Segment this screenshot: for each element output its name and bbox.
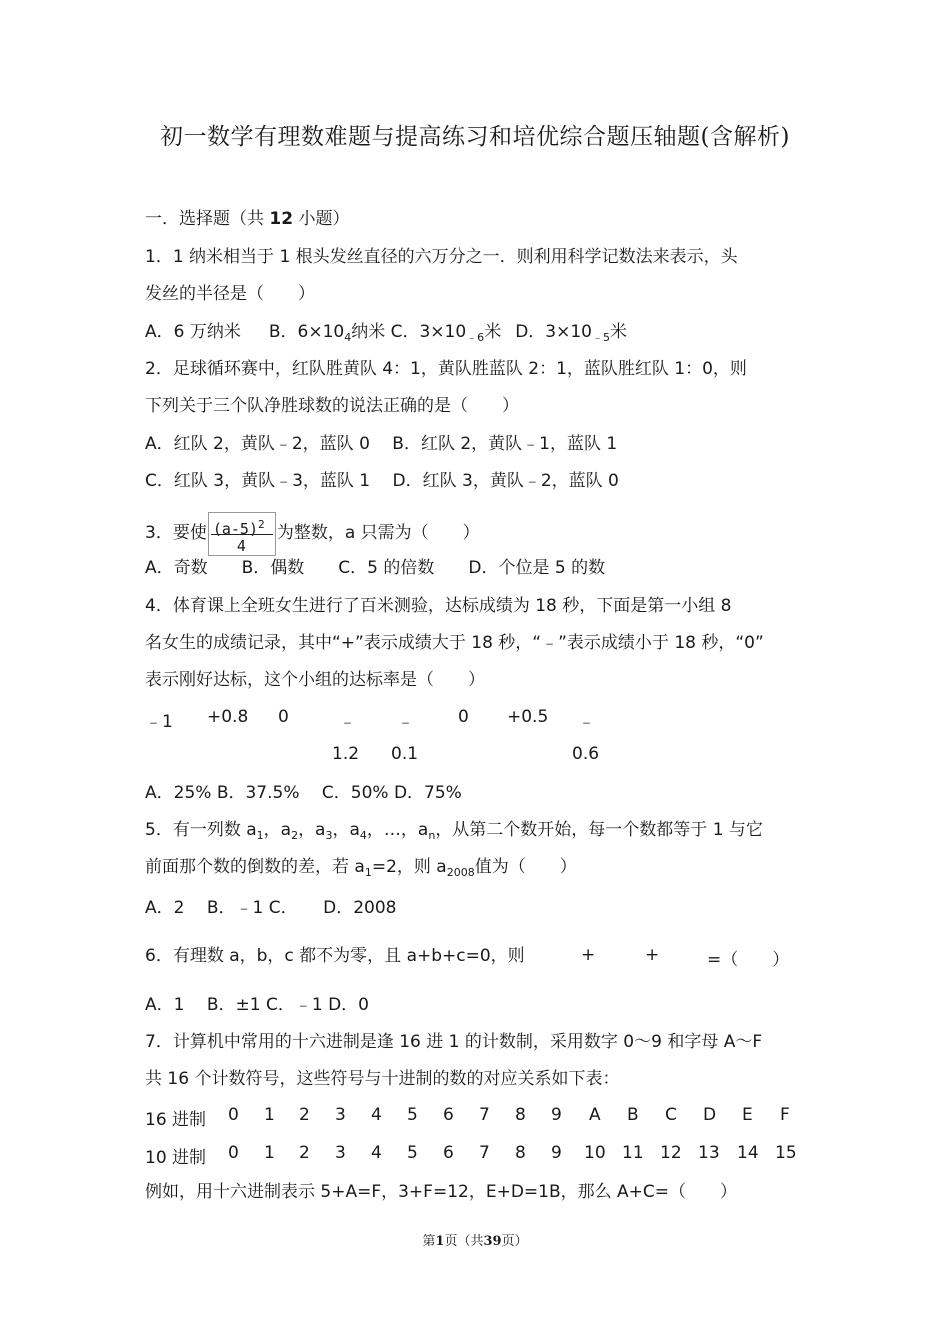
q7-hex-cell: E [742,1105,753,1125]
q7-dec-cell: 4 [371,1143,382,1163]
q6-plus-sign: + [645,945,660,965]
q4-record-cell: 0.1 [391,744,419,764]
q4-stem-line3: 表示刚好达标，这个小组的达标率是（ ） [145,670,485,690]
q4-record-cell: 0 [458,707,469,727]
q3-stem-suffix: 为整数，a 只需为（ ） [276,523,480,543]
footer-text: 页） [501,1234,528,1249]
q4-record-cell: ﹣ [339,712,356,732]
q7-hex-cell: 7 [479,1105,490,1125]
footer-page-number: 1 [435,1234,445,1249]
q1-option-d-exponent: ﹣5 [591,331,610,344]
section-header [145,208,349,230]
q7-hex-cell: A [589,1105,601,1125]
q1-option-d-unit: 米 [609,322,627,342]
q1-option-b-unit: 纳米 [351,322,386,342]
q7-hex-cell: 4 [371,1105,382,1125]
q2-options-line1: A．红队 2，黄队﹣2，蓝队 0 B．红队 2，黄队﹣1，蓝队 1 [145,434,618,454]
q1-option-c-exponent: ﹣6 [466,331,485,344]
q7-hex-cell: C [665,1105,677,1125]
q7-hex-cell: 6 [443,1105,454,1125]
q5-subscript: 2008 [446,866,475,879]
footer-total-pages: 39 [483,1234,502,1249]
q7-hex-cell: 9 [551,1105,562,1125]
q4-record-cell: ﹣ [397,712,414,732]
q4-record-cell: ﹣ [578,712,595,732]
q7-dec-cell: 8 [515,1143,526,1163]
q7-hex-cell: F [780,1105,790,1125]
q7-hex-cell: 0 [228,1105,239,1125]
q4-stem-line2: 名女生的成绩记录，其中“+”表示成绩大于 18 秒，“﹣”表示成绩小于 18 秒，“0” [145,633,764,653]
q5-text: ，a [298,820,326,840]
q4-stem-line1: 4．体育课上全班女生进行了百米测验，达标成绩为 18 秒，下面是第一小组 8 [145,596,732,616]
q5-text: 5．有一列数 a [145,820,257,840]
q2-stem-line2: 下列关于三个队净胜球数的说法正确的是（ ） [145,396,519,416]
page-footer [0,1230,950,1249]
q5-text: ，…，a [366,820,429,840]
q7-dec-cell: 2 [299,1143,310,1163]
q6-equals-blank: =（ ） [707,950,790,970]
q3-stem-prefix: 3．要使 [145,523,207,543]
q1-options [145,321,627,349]
q7-hex-cell: B [627,1105,639,1125]
q3-numerator-text: (a-5) [212,520,258,538]
q7-stem-line1: 7．计算机中常用的十六进制是逢 16 进 1 的计数制，采用数字 0～9 和字母 A～F [145,1032,763,1052]
footer-text: 页（共 [444,1234,484,1249]
q4-record-cell: 0 [278,707,289,727]
q1-option-c-unit: 米 [484,322,502,342]
section-header-prefix: 一．选择题（共 [145,209,270,229]
section-header-suffix: 小题） [293,209,350,229]
q5-text: ，从第二个数开始，每一个数都等于 1 与它 [435,820,763,840]
q5-text: =2，则 a [371,857,447,877]
q1-stem-line2: 发丝的半径是（ ） [145,284,315,304]
q3-fraction-image [208,512,276,556]
q3-stem [145,512,480,556]
q1-option-d-base: D．3×10 [515,322,592,342]
q5-subscript: 1 [256,829,264,842]
q7-dec-cell: 3 [335,1143,346,1163]
q5-stem-line2 [145,856,577,884]
q3-numerator-exponent: 2 [257,518,265,531]
q3-fraction-denominator: 4 [236,537,246,555]
q5-text: ，a [263,820,292,840]
q7-dec-cell: 11 [622,1143,644,1163]
footer-text: 第 [422,1234,436,1249]
q2-options-line2: C．红队 3，黄队﹣3，蓝队 1 D．红队 3，黄队﹣2，蓝队 0 [145,471,619,491]
q7-dec-cell: 14 [737,1143,759,1163]
q1-option-c-base: C．3×10 [390,322,467,342]
q7-hex-cell: 2 [299,1105,310,1125]
q7-dec-cell: 1 [264,1143,275,1163]
q5-subscript: n [428,829,436,842]
q7-dec-cell: 7 [479,1143,490,1163]
q4-record-cell: 1.2 [332,744,360,764]
q4-record-cell: +0.5 [507,707,549,727]
q4-record-cell: 0.6 [572,744,600,764]
q5-subscript: 3 [325,829,333,842]
q7-dec-cell: 12 [660,1143,682,1163]
q1-option-a: A．6 万纳米 [145,322,241,342]
q5-subscript: 1 [364,866,372,879]
q7-hex-cell: 8 [515,1105,526,1125]
document-title: 初一数学有理数难题与提高练习和培优综合题压轴题(含解析) [160,124,790,150]
q7-hex-cell: 1 [264,1105,275,1125]
q7-stem-line2: 共 16 个计数符号，这些符号与十进制的数的对应关系如下表： [145,1069,620,1089]
q7-hex-row-label: 16 进制 [145,1110,207,1130]
q6-options: A．1 B．±1 C．﹣1 D．0 [145,995,369,1015]
q1-stem-line1: 1．1 纳米相当于 1 根头发丝直径的六万分之一．则利用科学记数法来表示，头 [145,247,738,267]
q5-stem-line1 [145,819,763,847]
q4-record-cell: +0.8 [207,707,249,727]
q5-text: 前面那个数的倒数的差，若 a [145,857,365,877]
q1-option-b-base: B．6×10 [268,322,345,342]
q3-options: A．奇数 B．偶数 C．5 的倍数 D．个位是 5 的数 [145,558,606,578]
q7-hex-cell: D [703,1105,717,1125]
q5-subscript: 4 [359,829,367,842]
q5-subscript: 2 [291,829,299,842]
q7-hex-cell: 5 [407,1105,418,1125]
q7-dec-cell: 5 [407,1143,418,1163]
q5-text: ，a [332,820,360,840]
q6-plus-sign: + [581,945,596,965]
q7-dec-cell: 13 [698,1143,720,1163]
q5-text: 值为（ ） [474,857,577,877]
q6-stem: 6．有理数 a，b，c 都不为零，且 a+b+c=0，则 [145,946,525,966]
q7-dec-cell: 6 [443,1143,454,1163]
q2-stem-line1: 2．足球循环赛中，红队胜黄队 4：1，黄队胜蓝队 2：1，蓝队胜红队 1：0，则 [145,359,747,379]
q5-options: A．2 B．﹣1 C． D．2008 [145,898,397,918]
q7-dec-row-label: 10 进制 [145,1148,207,1168]
q4-options: A．25% B．37.5% C．50% D．75% [145,783,462,803]
section-question-count: 12 [269,209,294,229]
q4-record-cell: ﹣1 [145,712,173,732]
q7-dec-cell: 10 [584,1143,606,1163]
q1-option-b-exponent: 4 [344,331,352,344]
q7-dec-cell: 0 [228,1143,239,1163]
q7-example: 例如，用十六进制表示 5+A=F，3+F=12，E+D=1B，那么 A+C=（ ） [145,1182,738,1202]
q7-hex-cell: 3 [335,1105,346,1125]
q7-dec-cell: 15 [775,1143,797,1163]
q7-dec-cell: 9 [551,1143,562,1163]
